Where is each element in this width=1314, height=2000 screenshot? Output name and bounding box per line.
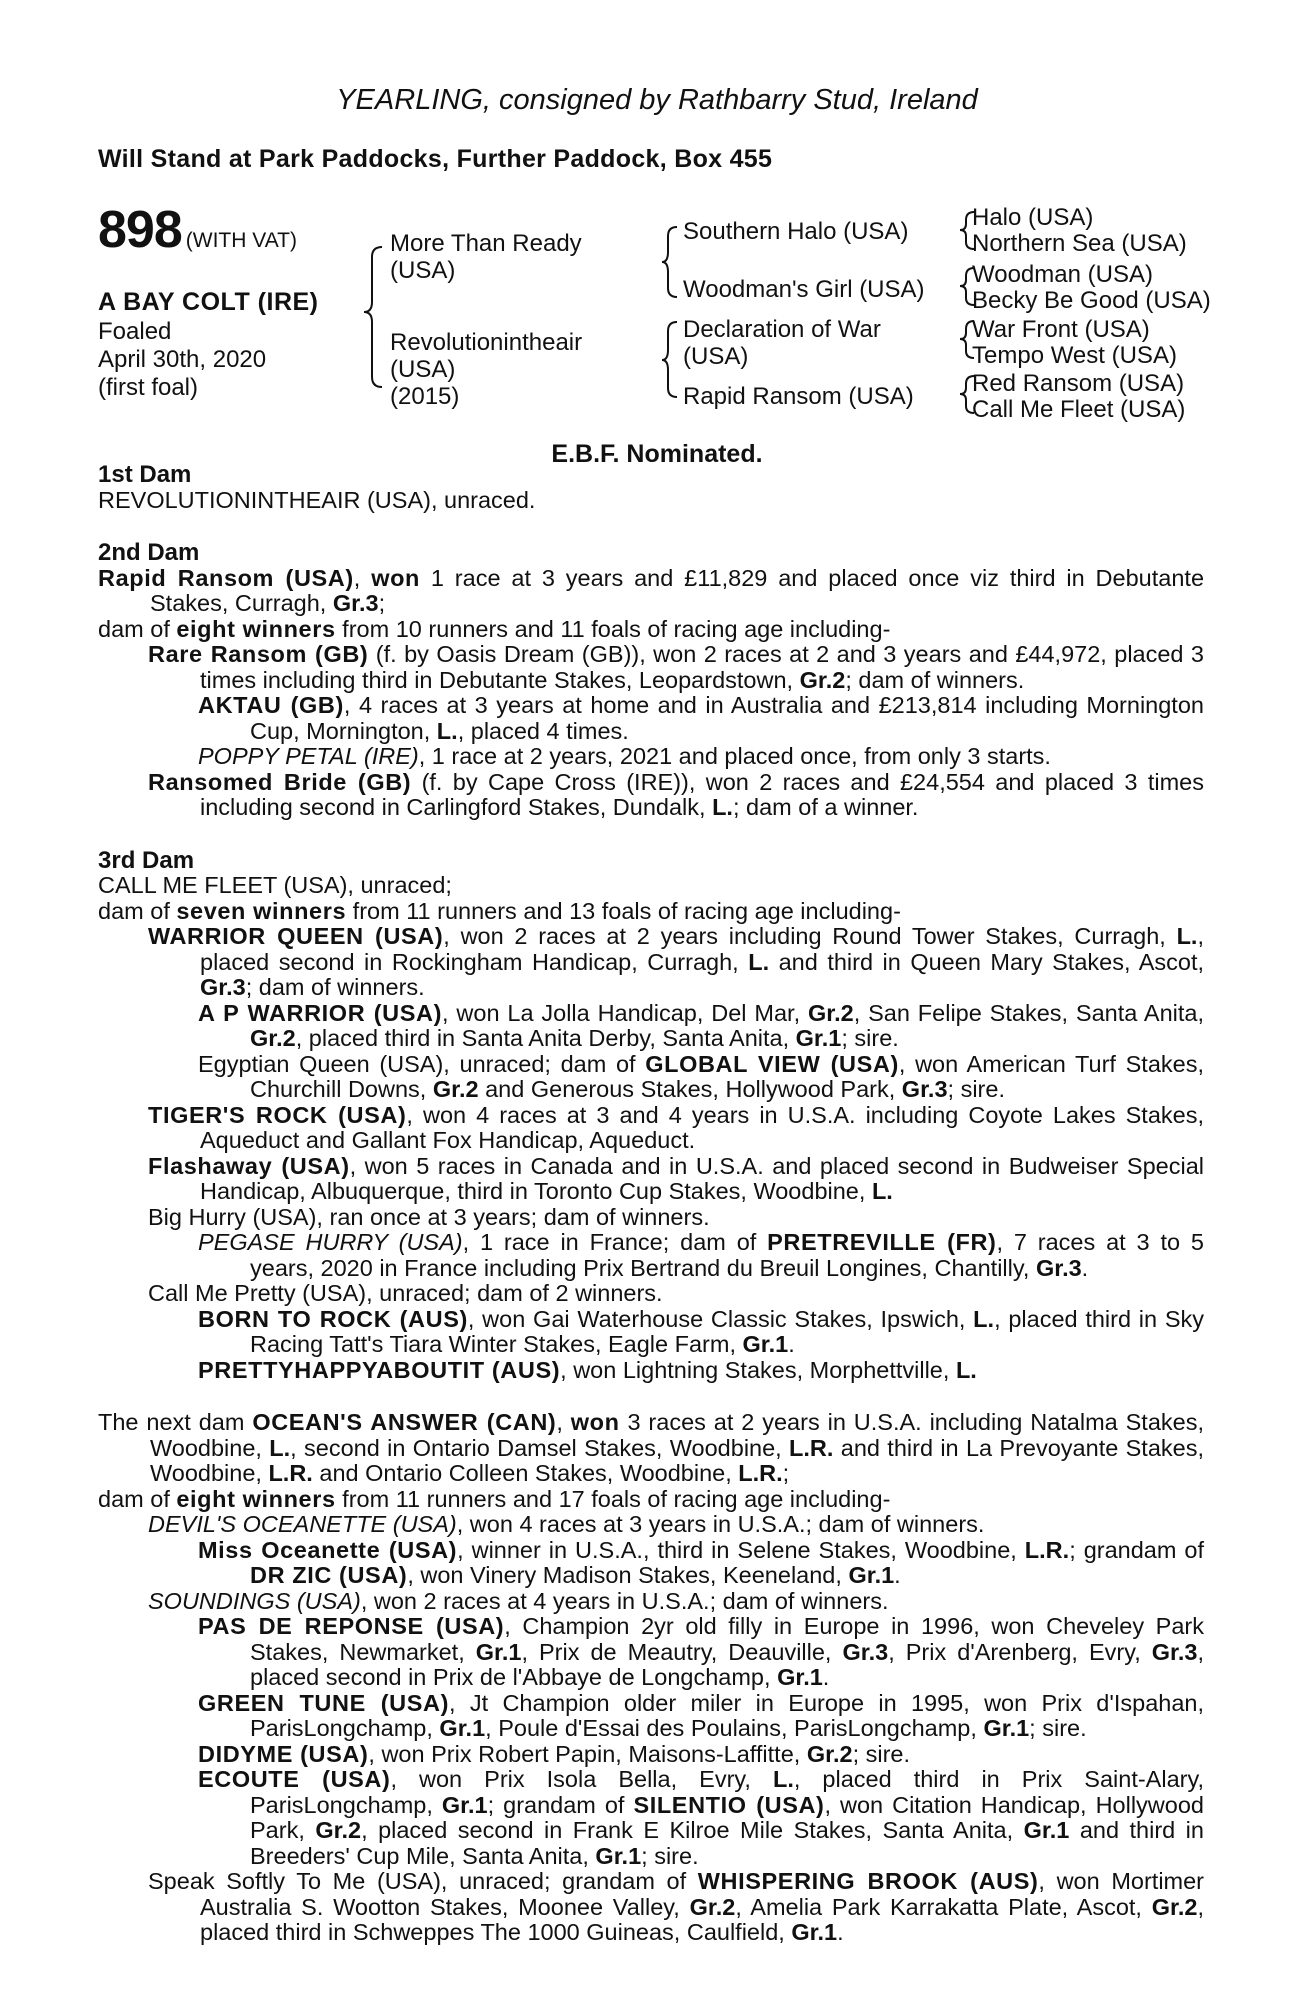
- pedigree-body: [98, 462, 1204, 1946]
- produce-entry: Miss Oceanette (USA), winner in U.S.A., third in Selene Stakes, Woodbine, L.R.; grandam of DR ZIC (USA), won Vinery Madison Stakes, Keeneland, Gr.1.: [198, 1536, 1205, 1588]
- horse-name: WARRIOR QUEEN (USA): [148, 923, 444, 949]
- stable-location: Will Stand at Park Paddocks, Further Paddock, Box 455: [98, 145, 773, 173]
- sire-line-2: (USA): [390, 257, 456, 284]
- produce-entry: PEGASE HURRY (USA), 1 race in France; dam of PRETREVILLE (FR), 7 races at 3 to 5 years, 2020 in France including Prix Bertrand du Breuil Longines, Chantilly, Gr.3.: [198, 1229, 1204, 1281]
- sire-dam: Woodman's Girl (USA): [683, 276, 925, 303]
- second-dam-produce: dam of eight winners from 10 runners and 11 foals of racing age including-: [98, 615, 891, 642]
- ped-ddd: Call Me Fleet (USA): [972, 396, 1186, 423]
- horse-name: TIGER'S ROCK (USA): [148, 1101, 407, 1128]
- dam-line-1: Revolutionintheair: [390, 329, 583, 356]
- produce-entry: POPPY PETAL (IRE), 1 race at 2 years, 2021 and placed once, from only 3 starts.: [198, 743, 1051, 769]
- next-dam-produce: dam of eight winners from 11 runners and 17 foals of racing age including-: [98, 1485, 891, 1512]
- ped-dsd: Tempo West (USA): [972, 342, 1177, 369]
- produce-entry: Flashaway (USA), won 5 races in Canada and in U.S.A. and placed second in Budweiser Special Handicap, Albuquerque, third in Toronto Cup Stakes, Woodbine, L.: [148, 1152, 1204, 1204]
- produce-entry: SOUNDINGS (USA), won 2 races at 4 years in U.S.A.; dam of winners.: [148, 1587, 889, 1614]
- produce-entry: Rare Ransom (GB) (f. by Oasis Dream (GB)), won 2 races at 2 and 3 years and £44,972, placed 3 times including third in Debutante Stakes, Leopardstown, Gr.2; dam of winners.: [148, 641, 1205, 693]
- ped-dss: War Front (USA): [972, 316, 1150, 343]
- horse-name: DIDYME (USA): [198, 1740, 369, 1767]
- produce-entry: WARRIOR QUEEN (USA), won 2 races at 2 years including Round Tower Stakes, Curragh, L., placed second in Rockingham Handicap, Curragh, L. and third in Queen Mary Stakes, Ascot, Gr.3; dam of winners.: [148, 923, 1205, 1000]
- dam-sire: [683, 316, 881, 370]
- sire-line-1: More Than Ready: [390, 230, 582, 257]
- sire-name: [390, 230, 582, 284]
- horse-name: BORN TO ROCK (AUS): [198, 1305, 468, 1332]
- first-dam-text: REVOLUTIONINTHEAIR (USA), unraced.: [98, 486, 536, 513]
- dam-line-2: (USA): [390, 356, 456, 383]
- horse-name: OCEAN'S ANSWER (CAN): [252, 1409, 557, 1435]
- foaled-date: April 30th, 2020: [98, 346, 267, 373]
- produce-entry: PAS DE REPONSE (USA), Champion 2yr old filly in Europe in 1996, won Cheveley Park Stakes, Newmarket, Gr.1, Prix de Meautry, Deauville, Gr.3, Prix d'Arenberg, Evry, Gr.3, placed second in Prix de l'Abbaye de Longchamp, Gr.1.: [198, 1613, 1204, 1690]
- produce-entry: DEVIL'S OCEANETTE (USA), won 4 races at 3 years in U.S.A.; dam of winners.: [148, 1511, 985, 1537]
- horse-name: PAS DE REPONSE (USA): [198, 1613, 505, 1639]
- ped-ssd: Northern Sea (USA): [972, 230, 1187, 257]
- produce-entry: Ransomed Bride (GB) (f. by Cape Cross (IRE)), won 2 races and £24,554 and placed 3 times including second in Carlingford Stakes, Dundalk, L.; dam of a winner.: [148, 768, 1204, 820]
- produce-entry: TIGER'S ROCK (USA), won 4 races at 3 and 4 years in U.S.A. including Coyote Lakes Stakes, Aqueduct and Gallant Fox Handicap, Aqueduct.: [148, 1101, 1204, 1153]
- horse-name: Miss Oceanette (USA): [198, 1536, 458, 1563]
- dam-line-3: (2015): [390, 383, 460, 410]
- dam-name: [390, 329, 582, 410]
- ped-sdd: Becky Be Good (USA): [972, 287, 1211, 314]
- second-dam-record: Rapid Ransom (USA), won 1 race at 3 years and £11,829 and placed once viz third in Debutante Stakes, Curragh, Gr.3;: [98, 564, 1205, 616]
- brace-dam: [662, 322, 677, 397]
- horse-name: PEGASE HURRY (USA): [198, 1229, 463, 1255]
- horse-name: Rare Ransom (GB): [148, 641, 369, 667]
- produce-entry: DIDYME (USA), won Prix Robert Papin, Maisons-Laffitte, Gr.2; sire.: [198, 1740, 911, 1767]
- produce-entry: PRETTYHAPPYABOUTIT (AUS), won Lightning Stakes, Morphettville, L.: [198, 1356, 977, 1383]
- next-dam-record: The next dam OCEAN'S ANSWER (CAN), won 3 races at 2 years in U.S.A. including Natalma Stakes, Woodbine, L., second in Ontario Damsel Stakes, Woodbine, L.R. and third in La Prevoyante Stakes, Woodbine, L.R. and Ontario Colleen Stakes, Woodbine, L.R.;: [98, 1409, 1204, 1486]
- foaled-label: Foaled: [98, 318, 172, 345]
- horse-name: PRETTYHAPPYABOUTIT (AUS): [198, 1356, 561, 1383]
- horse-name: DEVIL'S OCEANETTE (USA): [148, 1511, 457, 1537]
- third-dam-heading: 3rd Dam: [98, 846, 195, 874]
- dam-sire-line-1: Declaration of War: [683, 316, 881, 343]
- horse-name: Rapid Ransom (USA): [98, 564, 354, 591]
- horse-name: SOUNDINGS (USA): [148, 1587, 361, 1614]
- horse-name: GREEN TUNE (USA): [198, 1689, 450, 1716]
- dam-dam: Rapid Ransom (USA): [683, 383, 914, 410]
- horse-name: POPPY PETAL (IRE): [198, 743, 419, 769]
- brace-sire: [662, 227, 677, 297]
- first-dam-heading: 1st Dam: [98, 461, 192, 488]
- produce-entry: GREEN TUNE (USA), Jt Champion older miler in Europe in 1995, won Prix d'Ispahan, ParisLongchamp, Gr.1, Poule d'Essai des Poulains, ParisLongchamp, Gr.1; sire.: [198, 1689, 1204, 1741]
- dam-sire-line-2: (USA): [683, 343, 749, 370]
- horse-name: WHISPERING BROOK (AUS): [697, 1868, 1039, 1894]
- produce-entry: Big Hurry (USA), ran once at 3 years; dam of winners.: [148, 1203, 710, 1230]
- third-dam-record: CALL ME FLEET (USA), unraced;: [98, 872, 452, 898]
- horse-name: A P WARRIOR (USA): [198, 999, 442, 1026]
- produce-entry: ECOUTE (USA), won Prix Isola Bella, Evry, L., placed third in Prix Saint-Alary, ParisLongchamp, Gr.1; grandam of SILENTIO (USA), won Citation Handicap, Hollywood Park, Gr.2, placed second in Frank E Kilroe Mile Stakes, Santa Anita, Gr.1 and third in Breeders' Cup Mile, Santa Anita, Gr.1; sire.: [198, 1766, 1204, 1869]
- ped-sds: Woodman (USA): [972, 261, 1153, 288]
- foal-note: (first foal): [98, 374, 199, 401]
- produce-entry: AKTAU (GB), 4 races at 3 years at home and in Australia and £213,814 including Mornington Cup, Mornington, L., placed 4 times.: [198, 692, 1204, 744]
- third-dam-produce: dam of seven winners from 11 runners and 13 foals of racing age including-: [98, 897, 901, 924]
- sire-sire: Southern Halo (USA): [683, 218, 909, 245]
- horse-name: Flashaway (USA): [148, 1152, 350, 1179]
- brace-main: [364, 247, 382, 387]
- lot-title: A BAY COLT (IRE): [98, 288, 319, 316]
- ped-dds: Red Ransom (USA): [972, 370, 1185, 397]
- horse-name: AKTAU (GB): [198, 692, 344, 718]
- lot-number: 898: [98, 201, 182, 259]
- produce-entry: Speak Softly To Me (USA), unraced; grandam of WHISPERING BROOK (AUS), won Mortimer Australia S. Wootton Stakes, Moonee Valley, Gr.2, Amelia Park Karrakatta Plate, Ascot, Gr.2, placed third in Schweppes The 1000 Guineas, Caulfield, Gr.1.: [148, 1868, 1205, 1945]
- produce-entry: BORN TO ROCK (AUS), won Gai Waterhouse Classic Stakes, Ipswich, L., placed third in Sky Racing Tatt's Tiara Winter Stakes, Eagle Farm, Gr.1.: [198, 1305, 1205, 1357]
- horse-name: Ransomed Bride (GB): [148, 768, 412, 795]
- horse-name: ECOUTE (USA): [198, 1766, 391, 1792]
- ped-sss: Halo (USA): [972, 204, 1094, 231]
- produce-entry: Egyptian Queen (USA), unraced; dam of GLOBAL VIEW (USA), won American Turf Stakes, Churchill Downs, Gr.2 and Generous Stakes, Hollywood Park, Gr.3; sire.: [198, 1050, 1204, 1102]
- produce-entry: Call Me Pretty (USA), unraced; dam of 2 winners.: [148, 1280, 663, 1306]
- second-dam-heading: 2nd Dam: [98, 539, 200, 566]
- produce-entry: A P WARRIOR (USA), won La Jolla Handicap, Del Mar, Gr.2, San Felipe Stakes, Santa Anita, Gr.2, placed third in Santa Anita Derby, Santa Anita, Gr.1; sire.: [198, 999, 1204, 1051]
- horse-name: GLOBAL VIEW (USA): [645, 1050, 899, 1077]
- ebf-nominated: E.B.F. Nominated.: [551, 440, 763, 468]
- consignor-line: YEARLING, consigned by Rathbarry Stud, Ireland: [336, 84, 978, 116]
- vat-note: (WITH VAT): [185, 229, 297, 252]
